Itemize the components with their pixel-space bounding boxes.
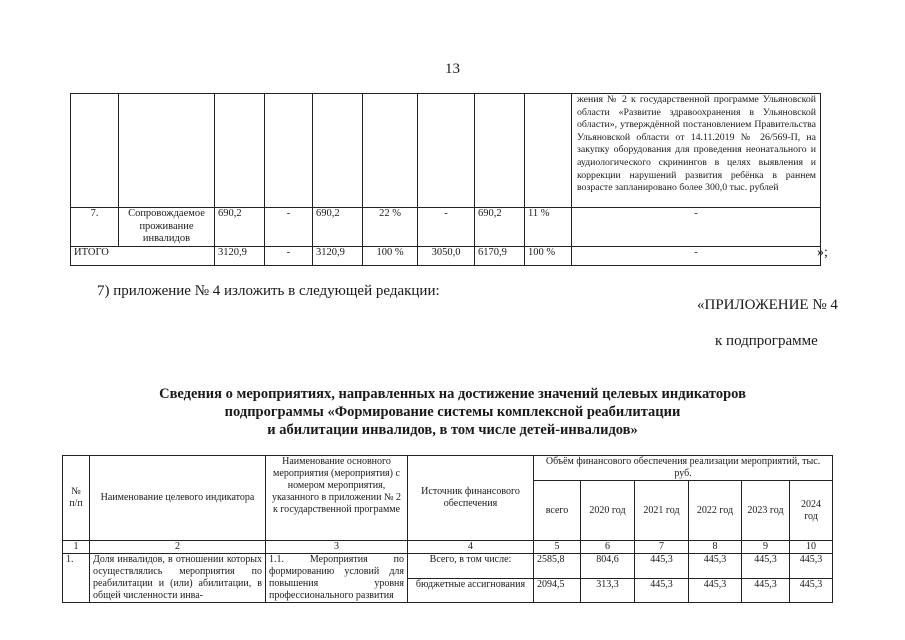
header-financing: Объём финансового обеспечения реализации мероприятий, тыс. руб.: [534, 456, 833, 481]
closing-quote: »;: [817, 245, 828, 260]
previous-table: [70, 93, 821, 266]
measure-name: Сопровождаемое проживание инвалидов: [119, 208, 215, 247]
source-total: Всего, в том числе:: [408, 554, 534, 579]
header-source: Источник финансового обеспечения: [408, 456, 534, 541]
page-number: 13: [445, 61, 460, 77]
header-total: всего: [534, 481, 581, 541]
total-row: ИТОГО 3120,9 - 3120,9 100 % 3050,0 6170,9 100 % -: [71, 246, 821, 265]
table-row: 1. Доля инвалидов, в отношении которых осуществлялись мероприятия по реабилитации и (или) абилитации, в общей численности инва- 1.1. Мероприятия по формированию условий для повышения уровня профессионального развития Всего, в том числе: 2585,8 804,6 445,3 445,3 445,3 445,3: [63, 554, 833, 579]
header-row: [63, 456, 833, 481]
indicator-cell: Доля инвалидов, в отношении которых осуществлялись мероприятия по реабилитации и (или) абилитации, в общей численности инва-: [90, 554, 266, 603]
table-row: 7. Сопровождаемое проживание инвалидов 690,2 - 690,2 22 % - 690,2 11 % -: [71, 208, 821, 247]
header-year: 2023 год: [742, 481, 790, 541]
appendix-title: «ПРИЛОЖЕНИЕ № 4: [697, 297, 838, 313]
column-numbers-row: 1 2 3 4 5 6 7 8 9 10: [63, 541, 833, 554]
header-indicator: Наименование целевого индикатора: [90, 456, 266, 541]
header-year: 2024 год: [790, 481, 833, 541]
header-num: № п/п: [63, 456, 90, 541]
table-row: [71, 94, 821, 208]
continuation-text: жения № 2 к государственной программе Ульяновской области «Развитие здравоохранения в Ульяновской области», утверждённой постановлением Правительства Ульяновской области от 14.11.2019 № 26/569-П, на закупку оборудования для проведения неонатального и аудиологического скринингов в целях выявления и коррекции нарушений развития ребёнка в раннем возрасте запланировано более 300,0 тыс. рублей: [572, 94, 821, 208]
measures-table: [62, 455, 833, 603]
header-year: 2020 год: [581, 481, 635, 541]
header-measure: Наименование основного мероприятия (мероприятия) с номером мероприятия, указанного в приложении № 2 к государственной программе: [266, 456, 408, 541]
appendix-subtitle: к подпрограмме: [715, 333, 818, 349]
section-heading: Сведения о мероприятиях, направленных на достижение значений целевых индикаторов подпрограммы «Формирование системы комплексной реабилитации и абилитации инвалидов, в том числе детей-инвалидов»: [159, 386, 746, 438]
table-row: бюджетные ассигнования 2094,5 313,3 445,3 445,3 445,3 445,3: [63, 578, 833, 603]
header-year: 2021 год: [635, 481, 689, 541]
paragraph-7: 7) приложение № 4 изложить в следующей редакции:: [97, 283, 440, 299]
source-budget: бюджетные ассигнования: [408, 578, 534, 603]
header-year: 2022 год: [689, 481, 742, 541]
total-label: ИТОГО: [71, 246, 215, 265]
measure-cell: 1.1. Мероприятия по формированию условий для повышения уровня профессионального развития: [266, 554, 408, 603]
